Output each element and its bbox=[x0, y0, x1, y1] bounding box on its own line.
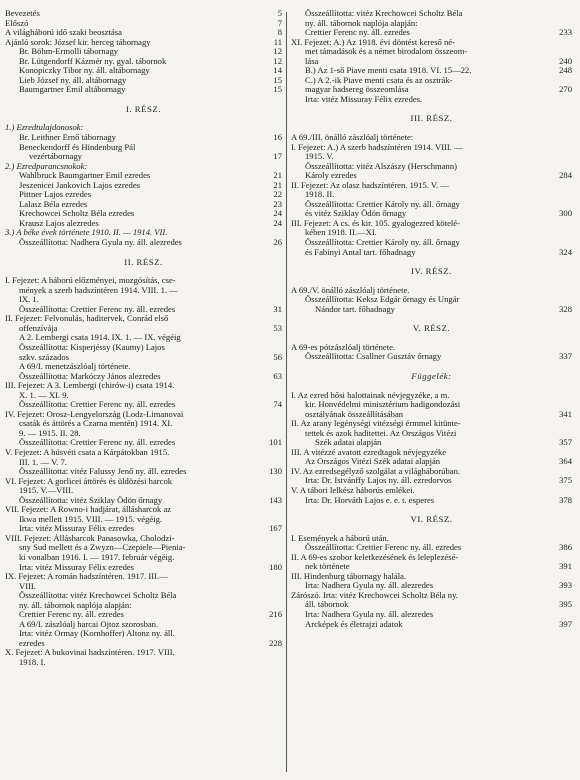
toc-entry bbox=[291, 486, 572, 496]
toc-entry-title: Crettier Ferenc ny. áll. ezredes bbox=[19, 610, 124, 620]
toc-entry-page: 167 bbox=[269, 523, 282, 534]
toc-entry bbox=[291, 400, 572, 410]
toc-entry-title: A 69/I. menetzászlóalj története. bbox=[19, 362, 131, 372]
toc-entry bbox=[291, 209, 572, 219]
toc-entry bbox=[5, 505, 282, 515]
toc-entry-page: 53 bbox=[273, 322, 282, 333]
toc-entry bbox=[5, 9, 282, 19]
toc-entry-title: Összeállította: vitéz Sziklay Ödön őrnagy bbox=[19, 495, 163, 505]
toc-entry-title: Összeállította: Crettier Ferenc ny. áll. ezredes bbox=[19, 304, 176, 314]
toc-entry-title: Összeállította: Crettier Károly ny. áll. őrnagy bbox=[305, 238, 460, 248]
toc-entry-title: Összeállította: vitéz Falussy Jenő ny. áll. ezredes bbox=[19, 467, 187, 477]
toc-entry bbox=[291, 343, 572, 353]
toc-entry-title: Összeállította: Markóczy János alezredes bbox=[19, 371, 161, 381]
toc-entry-title: A 2. Lembergi csata 1914. IX. 1. — IX. végéig bbox=[19, 333, 181, 343]
toc-entry-title: Krechowcei Scholtz Béla ezredes bbox=[19, 209, 135, 219]
toc-entry-title: A 69./V. önálló zászlóalj története. bbox=[291, 285, 410, 295]
toc-entry bbox=[291, 152, 572, 162]
toc-entry-title: és Fabinyi Antal tart. főhadnagy bbox=[305, 247, 416, 257]
toc-entry-page: 324 bbox=[559, 246, 572, 257]
toc-entry bbox=[291, 171, 572, 181]
part-3-entries bbox=[291, 133, 572, 257]
toc-entry bbox=[291, 248, 572, 258]
toc-entry-page: 12 bbox=[273, 46, 282, 57]
toc-entry-page: 130 bbox=[269, 466, 282, 477]
toc-entry-title: Az Országos Vitézi Szék adatai alapján bbox=[305, 457, 441, 467]
toc-entry bbox=[5, 591, 282, 601]
toc-entry bbox=[5, 620, 282, 630]
toc-entry-page: 14 bbox=[273, 65, 282, 76]
toc-entry-page: 375 bbox=[559, 475, 572, 486]
toc-entry-title: Irta: Nadhera Gyula ny. áll. alezredes bbox=[305, 609, 434, 619]
toc-entry bbox=[5, 563, 282, 573]
toc-entry bbox=[5, 76, 282, 86]
toc-entry-title: kében 1918. II.—XI. bbox=[305, 228, 377, 238]
toc-entry-title: B.) Az 1-ső Piave menti csata 1918. VI. 15—22. bbox=[305, 66, 472, 76]
toc-entry-title: III. Fejezet: A 3. Lembergi (chirów-i) csata 1914. bbox=[5, 381, 175, 391]
toc-entry-title: szkv. százados bbox=[19, 352, 70, 362]
toc-entry bbox=[291, 534, 572, 544]
toc-entry-page: 23 bbox=[273, 198, 282, 209]
toc-entry bbox=[5, 553, 282, 563]
toc-entry-title: 3.) A béke évek története 1910. II. — 1914. VII. bbox=[5, 228, 168, 238]
toc-entry-page: 341 bbox=[559, 408, 572, 419]
toc-entry bbox=[291, 352, 572, 362]
toc-entry-page: 26 bbox=[273, 237, 282, 248]
toc-entry bbox=[291, 95, 572, 105]
toc-entry-title: VIII. Fejezet: Állásharcok Panasowka, Cholodzi- bbox=[5, 533, 175, 543]
toc-entry-page: 31 bbox=[273, 303, 282, 314]
toc-entry-title: lása bbox=[305, 56, 319, 66]
toc-entry-page: 12 bbox=[273, 55, 282, 66]
toc-entry-page: 216 bbox=[269, 609, 282, 620]
toc-entry bbox=[291, 476, 572, 486]
toc-entry bbox=[5, 19, 282, 29]
toc-entry-title: offenzívája bbox=[19, 323, 58, 333]
toc-entry bbox=[291, 228, 572, 238]
toc-entry bbox=[5, 391, 282, 401]
toc-entry-title: A 69-es pótzászlóalj története. bbox=[291, 342, 396, 352]
toc-entry-title: IV. Az ezredsegélyző szolgálat a világháborúban. bbox=[291, 466, 461, 476]
toc-entry bbox=[291, 219, 572, 229]
toc-entry bbox=[291, 438, 572, 448]
toc-entry-page: 15 bbox=[273, 84, 282, 95]
toc-entry bbox=[5, 276, 282, 286]
toc-entry-page: 284 bbox=[559, 170, 572, 181]
toc-entry-title: III. 1. — V. 7. bbox=[19, 457, 67, 467]
toc-entry-title: csaták és áttörés a Czarna mentén) 1914. XI. bbox=[19, 419, 173, 429]
toc-entry-page: 180 bbox=[269, 561, 282, 572]
toc-entry bbox=[5, 543, 282, 553]
toc-entry-title: nek története bbox=[305, 562, 350, 572]
toc-entry bbox=[291, 391, 572, 401]
toc-entry-title: Összeállította: Nadhera Gyula ny. áll. alezredes bbox=[19, 238, 182, 248]
toc-entry bbox=[5, 362, 282, 372]
toc-entry bbox=[5, 448, 282, 458]
part-4-entries bbox=[291, 286, 572, 315]
appendix-entries bbox=[291, 391, 572, 506]
toc-entry-title: 9. — 1915. II. 28. bbox=[19, 428, 81, 438]
toc-entry bbox=[291, 543, 572, 553]
toc-entry-title: Ikwa mellett 1915. VIII. — 1915. végéig. bbox=[19, 514, 163, 524]
toc-entry bbox=[291, 47, 572, 57]
toc-entry-title: Konopiczky Tibor ny. áll. altábornagy bbox=[19, 66, 150, 76]
toc-entry-title: Br. Böhm-Ermolli tábornagy bbox=[19, 47, 119, 57]
toc-entry bbox=[5, 209, 282, 219]
toc-entry-title: Jeszenicei Jankovich Lajos ezredes bbox=[19, 180, 140, 190]
toc-entry-title: Előszó bbox=[5, 18, 29, 28]
toc-entry bbox=[291, 9, 572, 19]
toc-entry-title: II. Fejezet: Az olasz hadszíntéren. 1915. V. — bbox=[291, 180, 449, 190]
toc-entry bbox=[291, 410, 572, 420]
toc-entry-title: II. A 69-es szobor keletkezésének és leleplezésé- bbox=[291, 552, 459, 562]
toc-entry-page: 248 bbox=[559, 65, 572, 76]
toc-entry bbox=[5, 572, 282, 582]
toc-entry bbox=[291, 429, 572, 439]
toc-entry-title: III. A vitézzé avatott ezredtagok névjegyzéke bbox=[291, 447, 447, 457]
toc-entry bbox=[5, 28, 282, 38]
toc-entry-page: 74 bbox=[273, 399, 282, 410]
toc-entry-title: A 69/I. zászlóalj harcai Ojtoz szorosban. bbox=[19, 619, 159, 629]
toc-entry-title: A 69./III. önálló zászlóalj története: bbox=[291, 133, 414, 143]
toc-entry-title: Irta: Dr. Istvánffy Lajos ny. áll. ezredorvos bbox=[305, 476, 452, 486]
toc-entry-page: 63 bbox=[273, 370, 282, 381]
toc-entry bbox=[5, 324, 282, 334]
toc-entry bbox=[291, 620, 572, 630]
toc-entry bbox=[5, 162, 282, 172]
toc-entry-title: IV. Fejezet: Orosz-Lengyelország (Lodz-Limanovai bbox=[5, 409, 184, 419]
toc-entry-title: Összeállította: Crettier Ferenc ny. áll. ezredes bbox=[305, 543, 462, 553]
toc-entry-page: 21 bbox=[273, 170, 282, 181]
toc-entry-page: 240 bbox=[559, 55, 572, 66]
toc-entry bbox=[291, 419, 572, 429]
toc-entry-title: Zárószó. Irta: vitéz Krechowcei Scholtz Béla ny. bbox=[291, 590, 458, 600]
toc-entry bbox=[291, 295, 572, 305]
toc-entry-page: 328 bbox=[559, 303, 572, 314]
toc-entry-title: Beneckendorff és Hindenburg Pál bbox=[19, 142, 136, 152]
toc-entry-page: 397 bbox=[559, 618, 572, 629]
toc-entry bbox=[5, 123, 282, 133]
section-heading-part-2: II. RÉSZ. bbox=[124, 256, 163, 267]
toc-entry-page: 143 bbox=[269, 494, 282, 505]
toc-entry bbox=[291, 28, 572, 38]
toc-entry bbox=[291, 562, 572, 572]
toc-entry-title: ki vonalban 1916. I. — 1917. február végéig. bbox=[19, 552, 175, 562]
toc-entry-title: 1915. V. bbox=[305, 152, 334, 162]
toc-entry bbox=[291, 286, 572, 296]
toc-entry-title: magyar hadsereg összeomlása bbox=[305, 85, 409, 95]
toc-entry-title: Ajánló sorok: József kir. herceg tábornagy bbox=[5, 37, 151, 47]
toc-entry-page: 391 bbox=[559, 561, 572, 572]
toc-entry-title: Összeállította: Kisperjéssy (Kaumy) Lajos bbox=[19, 342, 165, 352]
toc-entry-page: 8 bbox=[277, 27, 282, 38]
toc-entry-title: Wahlbruck Baumgartner Emil ezredes bbox=[19, 171, 151, 181]
toc-entry bbox=[291, 610, 572, 620]
section-heading-part-3: III. RÉSZ. bbox=[410, 113, 453, 124]
toc-entry bbox=[5, 629, 282, 639]
toc-entry bbox=[5, 228, 282, 238]
toc-entry-page: 24 bbox=[273, 208, 282, 219]
toc-entry-page: 22 bbox=[273, 189, 282, 200]
toc-entry bbox=[291, 200, 572, 210]
toc-entry bbox=[5, 219, 282, 229]
toc-entry bbox=[291, 162, 572, 172]
toc-entry-title: kir. Honvédelmi minisztérium hadigondozási bbox=[305, 400, 461, 410]
toc-entry-title: sny Sud mellett és a Zwyzn—Czepiele—Pienia- bbox=[19, 543, 186, 553]
toc-entry-title: mények a szerb hadszíntéren 1914. VIII. 1. — bbox=[19, 285, 178, 295]
toc-entry bbox=[5, 143, 282, 153]
toc-entry-title: 1915. V.—VIII. bbox=[19, 486, 74, 496]
intro-entries bbox=[5, 9, 282, 95]
toc-entry bbox=[291, 57, 572, 67]
toc-entry bbox=[5, 582, 282, 592]
toc-entry bbox=[5, 85, 282, 95]
toc-entry-title: Irta: vitéz Missuray Félix ezredes bbox=[19, 524, 135, 534]
toc-entry bbox=[291, 581, 572, 591]
toc-entry-title: IX. Fejezet: A román hadszíntéren. 1917. III.— bbox=[5, 572, 168, 582]
toc-entry bbox=[5, 658, 282, 668]
toc-entry-page: 300 bbox=[559, 208, 572, 219]
section-heading-part-6: VI. RÉSZ. bbox=[410, 514, 453, 525]
right-column bbox=[291, 9, 572, 629]
toc-entry-title: ny. áll. tábornok naplója alapján: bbox=[19, 600, 132, 610]
toc-entry bbox=[291, 305, 572, 315]
toc-entry-title: Összeállította: Crettier Károly ny. áll. őrnagy bbox=[305, 199, 460, 209]
toc-entry bbox=[5, 610, 282, 620]
toc-entry bbox=[5, 381, 282, 391]
toc-entry bbox=[5, 47, 282, 57]
toc-entry-page: 7 bbox=[277, 17, 282, 28]
toc-entry-title: VI. Fejezet: A gorlicei áttörés és üldözési harcok bbox=[5, 476, 173, 486]
toc-entry-title: 2.) Ezredparancsnokok: bbox=[5, 161, 88, 171]
toc-entry bbox=[5, 343, 282, 353]
toc-entry-title: C.) A 2.-ik Piave menti csata és az osztrák- bbox=[305, 75, 453, 85]
toc-entry-title: Irta: Dr. Horváth Lajos e. e. t. esperes bbox=[305, 495, 435, 505]
toc-entry bbox=[5, 152, 282, 162]
toc-entry-page: 228 bbox=[269, 637, 282, 648]
toc-entry-title: XI. Fejezet: A.) Az 1918. évi döntést kereső né- bbox=[291, 37, 455, 47]
toc-entry-title: 1918. I. bbox=[19, 658, 46, 667]
toc-entry-title: VIII. bbox=[19, 581, 36, 591]
toc-entry-page: 24 bbox=[273, 217, 282, 228]
toc-entry bbox=[291, 143, 572, 153]
toc-entry-title: áll. tábornok bbox=[305, 600, 349, 610]
section-heading-part-4: IV. RÉSZ. bbox=[411, 266, 452, 277]
toc-entry-title: Irta: Nadhera Gyula ny. áll. alezredes bbox=[305, 581, 434, 591]
toc-entry-title: II. Fejezet: Felvonulás, haditervek, Conrád első bbox=[5, 314, 169, 324]
toc-entry-title: vezértábornagy bbox=[29, 152, 82, 162]
toc-entry-title: Összeállította: vitéz Krechowcei Scholtz Béla bbox=[305, 9, 463, 18]
toc-entry-title: A világháború idő szaki beosztása bbox=[5, 28, 122, 38]
toc-entry bbox=[291, 572, 572, 582]
toc-entry bbox=[5, 66, 282, 76]
toc-entry bbox=[291, 553, 572, 563]
section-heading-part-1: I. RÉSZ. bbox=[125, 103, 162, 114]
toc-entry bbox=[5, 458, 282, 468]
toc-entry-title: V. Fejezet: A húsvéti csata a Kárpátokban 1915. bbox=[5, 447, 170, 457]
toc-entry-title: III. Fejezet: A cs. és kir. 105. gyalogezred kötelé- bbox=[291, 218, 460, 228]
toc-entry bbox=[5, 171, 282, 181]
toc-entry bbox=[5, 515, 282, 525]
toc-entry-page: 17 bbox=[273, 151, 282, 162]
toc-entry-title: IX. 1. bbox=[19, 295, 39, 305]
toc-entry-title: Szék adatai alapján bbox=[315, 438, 382, 448]
toc-entry-title: Irta: vitéz Ormay (Kornhoffer) Altonz ny. áll. bbox=[19, 629, 175, 639]
toc-entry-title: Bevezetés bbox=[5, 9, 40, 18]
toc-entry-page: 357 bbox=[559, 437, 572, 448]
toc-entry-page: 21 bbox=[273, 179, 282, 190]
toc-entry bbox=[5, 333, 282, 343]
toc-entry-title: Összeállította: vitéz Krechowcei Scholtz Béla bbox=[19, 591, 177, 601]
toc-entry-page: 56 bbox=[273, 351, 282, 362]
part-6-entries bbox=[291, 534, 572, 629]
toc-entry-title: 1918. II. bbox=[305, 190, 335, 200]
toc-entry-title: osztályának összeállításában bbox=[305, 409, 404, 419]
toc-entry-title: Br. Lütgendorff Kázmér ny. gyal. tábornok bbox=[19, 56, 167, 66]
toc-entry bbox=[5, 410, 282, 420]
toc-entry-title: Krausz Lajos alezredes bbox=[19, 218, 99, 228]
toc-entry-title: Összeállította: Keksz Edgár őrnagy és Ungár bbox=[305, 295, 460, 305]
toc-entry-page: 337 bbox=[559, 351, 572, 362]
toc-entry bbox=[291, 181, 572, 191]
toc-entry bbox=[5, 200, 282, 210]
toc-entry-page: 386 bbox=[559, 542, 572, 553]
toc-entry-page: 101 bbox=[269, 437, 282, 448]
toc-entry-title: X. Fejezet: A bukovinai hadszíntéren. 1917. VIII. bbox=[5, 648, 175, 658]
toc-entry bbox=[5, 438, 282, 448]
toc-entry bbox=[5, 639, 282, 649]
toc-entry-page: 395 bbox=[559, 599, 572, 610]
toc-entry bbox=[5, 286, 282, 296]
toc-entry bbox=[291, 85, 572, 95]
toc-entry bbox=[5, 133, 282, 143]
toc-entry bbox=[5, 190, 282, 200]
toc-entry-title: I. Események a háború után. bbox=[291, 533, 389, 543]
toc-entry bbox=[5, 305, 282, 315]
toc-entry bbox=[5, 372, 282, 382]
toc-entry-title: Nándor tart. főhadnagy bbox=[315, 304, 395, 314]
part-5-entries bbox=[291, 343, 572, 362]
toc-entry bbox=[5, 477, 282, 487]
toc-entry-title: Crettier Ferenc ny. áll. ezredes bbox=[305, 28, 410, 38]
toc-entry-title: Br. Leithner Ernő tábornagy bbox=[19, 133, 116, 143]
toc-entry bbox=[291, 457, 572, 467]
continued-entries bbox=[291, 9, 572, 104]
toc-entry-page: 5 bbox=[277, 8, 282, 18]
part-2-entries bbox=[5, 276, 282, 667]
toc-entry bbox=[5, 648, 282, 658]
toc-entry bbox=[5, 238, 282, 248]
toc-entry bbox=[5, 400, 282, 410]
toc-entry bbox=[291, 600, 572, 610]
toc-entry bbox=[5, 419, 282, 429]
toc-entry-title: Összeállította: Crettier Ferenc ny. áll. ezredes bbox=[19, 400, 176, 410]
toc-entry-title: VII. Fejezet: A Rowno-i hadjárat, állásharcok az bbox=[5, 505, 172, 515]
section-heading-appendix: Függelék: bbox=[411, 370, 452, 381]
toc-entry bbox=[291, 238, 572, 248]
toc-entry-title: Pittner Lajos ezredes bbox=[19, 190, 92, 200]
toc-entry bbox=[5, 601, 282, 611]
toc-entry bbox=[291, 467, 572, 477]
toc-entry bbox=[291, 190, 572, 200]
toc-entry-page: 15 bbox=[273, 74, 282, 85]
toc-entry bbox=[5, 57, 282, 67]
toc-entry-title: 1.) Ezredtulajdonosok: bbox=[5, 123, 84, 133]
toc-entry bbox=[291, 591, 572, 601]
toc-entry-page: 393 bbox=[559, 580, 572, 591]
toc-entry-title: III. Hindenburg tábornagy halála. bbox=[291, 571, 407, 581]
toc-entry-page: 378 bbox=[559, 494, 572, 505]
toc-entry-title: I. Fejezet: A háború előzményei, mozgósítás, cse- bbox=[5, 276, 176, 286]
column-divider bbox=[286, 12, 287, 772]
toc-entry-title: és vitéz Sziklay Ödön őrnagy bbox=[305, 209, 407, 219]
toc-entry-title: Arcképek és életrajzi adatok bbox=[305, 619, 403, 629]
toc-entry bbox=[5, 314, 282, 324]
toc-entry bbox=[5, 486, 282, 496]
toc-entry-title: I. Fejezet: A.) A szerb hadszíntéren 1914. VIII. — bbox=[291, 142, 463, 152]
toc-entry-title: met támadások és a német birodalom összeom- bbox=[305, 47, 468, 57]
toc-entry bbox=[5, 181, 282, 191]
section-heading-part-5: V. RÉSZ. bbox=[412, 323, 451, 334]
toc-entry-page: 11 bbox=[273, 36, 282, 47]
toc-entry bbox=[291, 19, 572, 29]
toc-entry bbox=[291, 66, 572, 76]
toc-entry-title: tettek és azok haditettei. Az Országos Vitézi bbox=[305, 428, 457, 438]
toc-entry bbox=[5, 295, 282, 305]
toc-entry bbox=[291, 448, 572, 458]
toc-entry-page: 270 bbox=[559, 84, 572, 95]
toc-entry-title: ny. áll. tábornok naplója alapján: bbox=[305, 18, 418, 28]
toc-entry bbox=[5, 524, 282, 534]
toc-entry bbox=[5, 467, 282, 477]
toc-entry bbox=[5, 353, 282, 363]
toc-entry bbox=[291, 133, 572, 143]
toc-entry-title: Összeállította: Csallner Gusztáv őrnagy bbox=[305, 352, 442, 362]
toc-entry-title: Baumgartner Emil altábornagy bbox=[19, 85, 126, 95]
toc-entry-title: Lalasz Béla ezredes bbox=[19, 199, 88, 209]
toc-entry bbox=[291, 496, 572, 506]
toc-entry bbox=[5, 496, 282, 506]
toc-entry bbox=[291, 76, 572, 86]
toc-entry-title: Összeállította: Crettier Ferenc ny. áll. ezredes bbox=[19, 438, 176, 448]
toc-entry bbox=[291, 38, 572, 48]
toc-entry-page: 16 bbox=[273, 132, 282, 143]
toc-entry-title: Összeállította: vitéz Alszászy (Herschmann) bbox=[305, 161, 458, 171]
toc-entry-title: X. 1. — XI. 9. bbox=[19, 390, 69, 400]
toc-entry-title: Irta: vitéz Missuray Félix ezredes bbox=[19, 562, 135, 572]
toc-entry bbox=[5, 38, 282, 48]
toc-entry bbox=[5, 429, 282, 439]
toc-entry-page: 233 bbox=[559, 27, 572, 38]
toc-entry bbox=[5, 534, 282, 544]
toc-entry-title: I. Az ezred hősi halottainak névjegyzéke, a m. bbox=[291, 390, 450, 400]
toc-entry-page: 364 bbox=[559, 456, 572, 467]
toc-entry-title: Lieb József ny. áll. altábornagy bbox=[19, 75, 127, 85]
toc-entry-title: Károly ezredes bbox=[305, 171, 357, 181]
toc-entry-title: Irta: vitéz Missuray Félix ezredes. bbox=[305, 94, 423, 104]
toc-entry-title: V. A tábori lelkész háborús emlékei. bbox=[291, 485, 415, 495]
toc-entry-title: ezredes bbox=[19, 638, 45, 648]
part-1-entries bbox=[5, 123, 282, 247]
left-column bbox=[5, 9, 282, 668]
toc-entry-title: II. Az arany legénységi vitézségi érmmel kitünte- bbox=[291, 419, 461, 429]
